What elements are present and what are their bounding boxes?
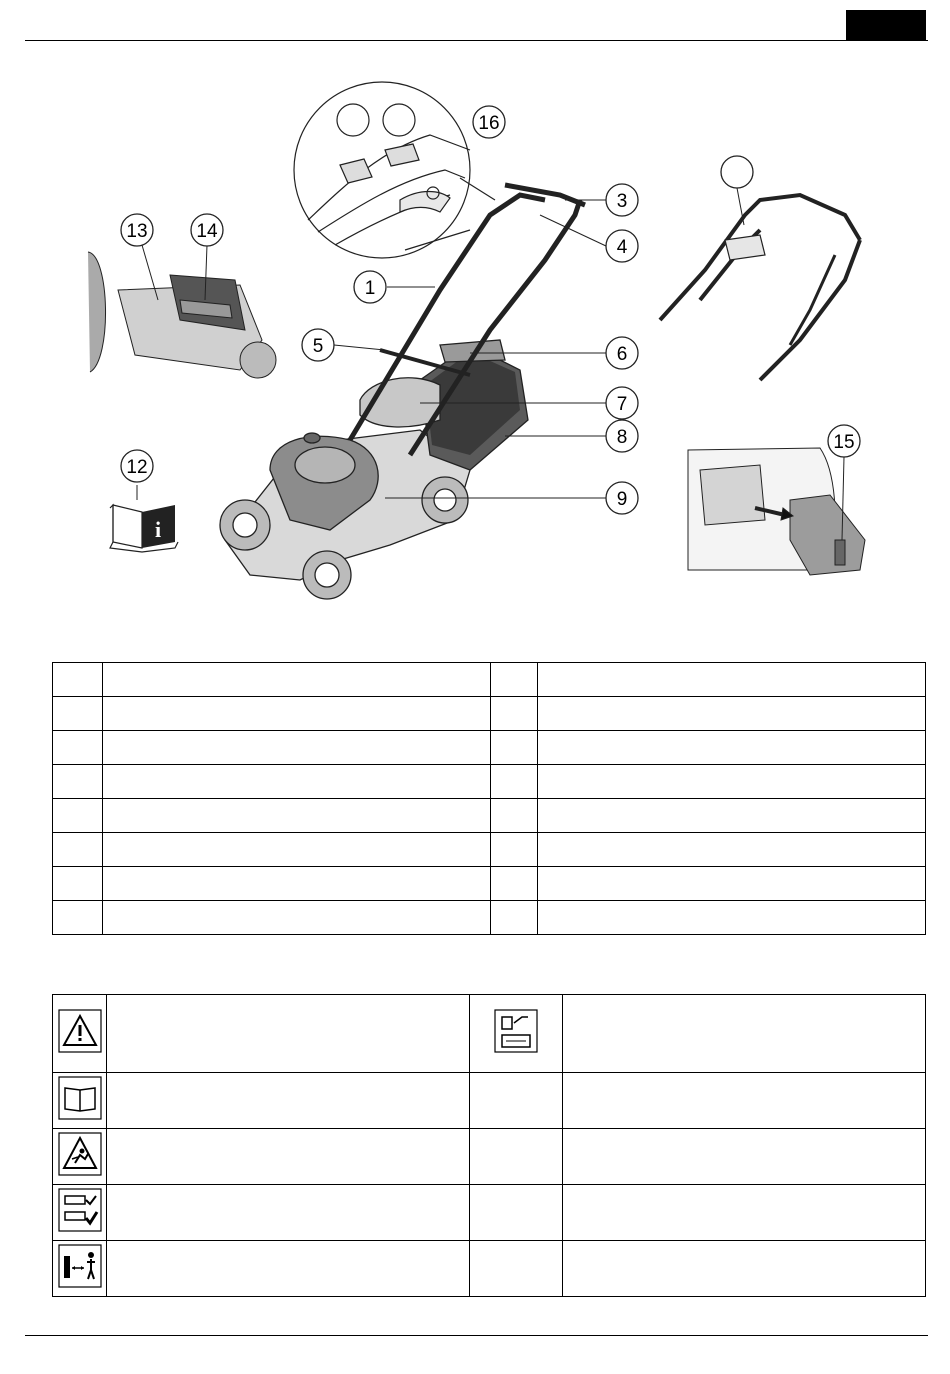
part-name-cell bbox=[103, 731, 491, 765]
parts-row bbox=[53, 697, 926, 731]
part-number-cell bbox=[490, 867, 537, 901]
symbol-icon-cell bbox=[53, 1185, 107, 1241]
part-number-cell bbox=[490, 901, 537, 935]
parts-row bbox=[53, 833, 926, 867]
part-name-cell bbox=[103, 799, 491, 833]
manual-info-icon bbox=[110, 485, 178, 552]
parts-row bbox=[53, 799, 926, 833]
manual-page-icon bbox=[494, 1009, 538, 1058]
callout-13: 13 bbox=[126, 221, 148, 242]
part-name-cell bbox=[538, 697, 926, 731]
symbol-row bbox=[53, 1185, 926, 1241]
symbol-description bbox=[107, 1185, 470, 1241]
part-name-cell bbox=[103, 663, 491, 697]
parts-row bbox=[53, 765, 926, 799]
info-icon-letter: i bbox=[154, 517, 162, 542]
parts-row bbox=[53, 663, 926, 697]
part-number-cell bbox=[53, 901, 103, 935]
symbol-description bbox=[107, 1129, 470, 1185]
callout-4: 4 bbox=[616, 237, 628, 258]
symbol-description bbox=[562, 1073, 925, 1129]
detail-handle-controls bbox=[294, 82, 495, 258]
symbol-row bbox=[53, 1073, 926, 1129]
part-name-cell bbox=[538, 833, 926, 867]
part-number-cell bbox=[490, 697, 537, 731]
checklist-icon bbox=[58, 1188, 102, 1237]
part-name-cell bbox=[103, 833, 491, 867]
symbol-icon-cell bbox=[470, 1073, 563, 1129]
symbol-row bbox=[53, 1241, 926, 1297]
parts-row bbox=[53, 867, 926, 901]
part-name-cell bbox=[538, 901, 926, 935]
callout-14: 14 bbox=[196, 221, 218, 242]
callout-5: 5 bbox=[312, 336, 324, 357]
part-number-cell bbox=[53, 663, 103, 697]
symbol-icon-cell bbox=[470, 1241, 563, 1297]
symbol-row bbox=[53, 1129, 926, 1185]
part-name-cell bbox=[103, 901, 491, 935]
parts-row bbox=[53, 901, 926, 935]
callout-16: 16 bbox=[478, 113, 500, 134]
symbol-description bbox=[562, 1185, 925, 1241]
part-name-cell bbox=[538, 867, 926, 901]
symbol-row bbox=[53, 995, 926, 1073]
footer-rule bbox=[25, 1335, 928, 1336]
part-number-cell bbox=[53, 731, 103, 765]
part-name-cell bbox=[103, 867, 491, 901]
part-number-cell bbox=[53, 765, 103, 799]
callout-1: 1 bbox=[364, 278, 376, 299]
symbol-icon-cell bbox=[53, 1073, 107, 1129]
symbol-icon-cell bbox=[470, 1129, 563, 1185]
parts-table bbox=[52, 662, 926, 935]
symbol-description bbox=[562, 1129, 925, 1185]
callout-3: 3 bbox=[616, 191, 628, 212]
detail-mulching-plug bbox=[688, 448, 865, 575]
callout-12: 12 bbox=[126, 457, 148, 478]
detail-rear-inset bbox=[88, 245, 276, 382]
warning-triangle-icon bbox=[58, 1009, 102, 1058]
open-book-icon bbox=[58, 1076, 102, 1125]
safe-distance-icon bbox=[58, 1244, 102, 1293]
part-number-cell bbox=[490, 663, 537, 697]
detail-handle-folded bbox=[660, 188, 860, 380]
symbol-description bbox=[562, 1241, 925, 1297]
symbol-description bbox=[107, 1241, 470, 1297]
callout-15: 15 bbox=[833, 432, 855, 453]
part-number-cell bbox=[490, 765, 537, 799]
part-name-cell bbox=[103, 697, 491, 731]
symbol-icon-cell bbox=[53, 995, 107, 1073]
part-number-cell bbox=[53, 867, 103, 901]
part-name-cell bbox=[538, 799, 926, 833]
part-number-cell bbox=[490, 731, 537, 765]
symbol-icon-cell bbox=[470, 1185, 563, 1241]
part-name-cell bbox=[538, 731, 926, 765]
part-number-cell bbox=[53, 833, 103, 867]
part-name-cell bbox=[103, 765, 491, 799]
part-number-cell bbox=[490, 799, 537, 833]
callout-9: 9 bbox=[616, 489, 628, 510]
thrown-object-warning-icon bbox=[58, 1132, 102, 1181]
callout-8: 8 bbox=[616, 427, 628, 448]
callout-7: 7 bbox=[616, 394, 628, 415]
symbol-description bbox=[107, 995, 470, 1073]
lawnmower-overview-figure bbox=[0, 0, 950, 640]
symbol-icon-cell bbox=[470, 995, 563, 1073]
symbol-description bbox=[562, 995, 925, 1073]
symbol-icon-cell bbox=[53, 1241, 107, 1297]
part-number-cell bbox=[53, 697, 103, 731]
symbols-table bbox=[52, 994, 926, 1297]
part-name-cell bbox=[538, 663, 926, 697]
parts-row bbox=[53, 731, 926, 765]
symbol-description bbox=[107, 1073, 470, 1129]
callout-6: 6 bbox=[616, 344, 628, 365]
part-number-cell bbox=[490, 833, 537, 867]
part-number-cell bbox=[53, 799, 103, 833]
part-name-cell bbox=[538, 765, 926, 799]
symbol-icon-cell bbox=[53, 1129, 107, 1185]
